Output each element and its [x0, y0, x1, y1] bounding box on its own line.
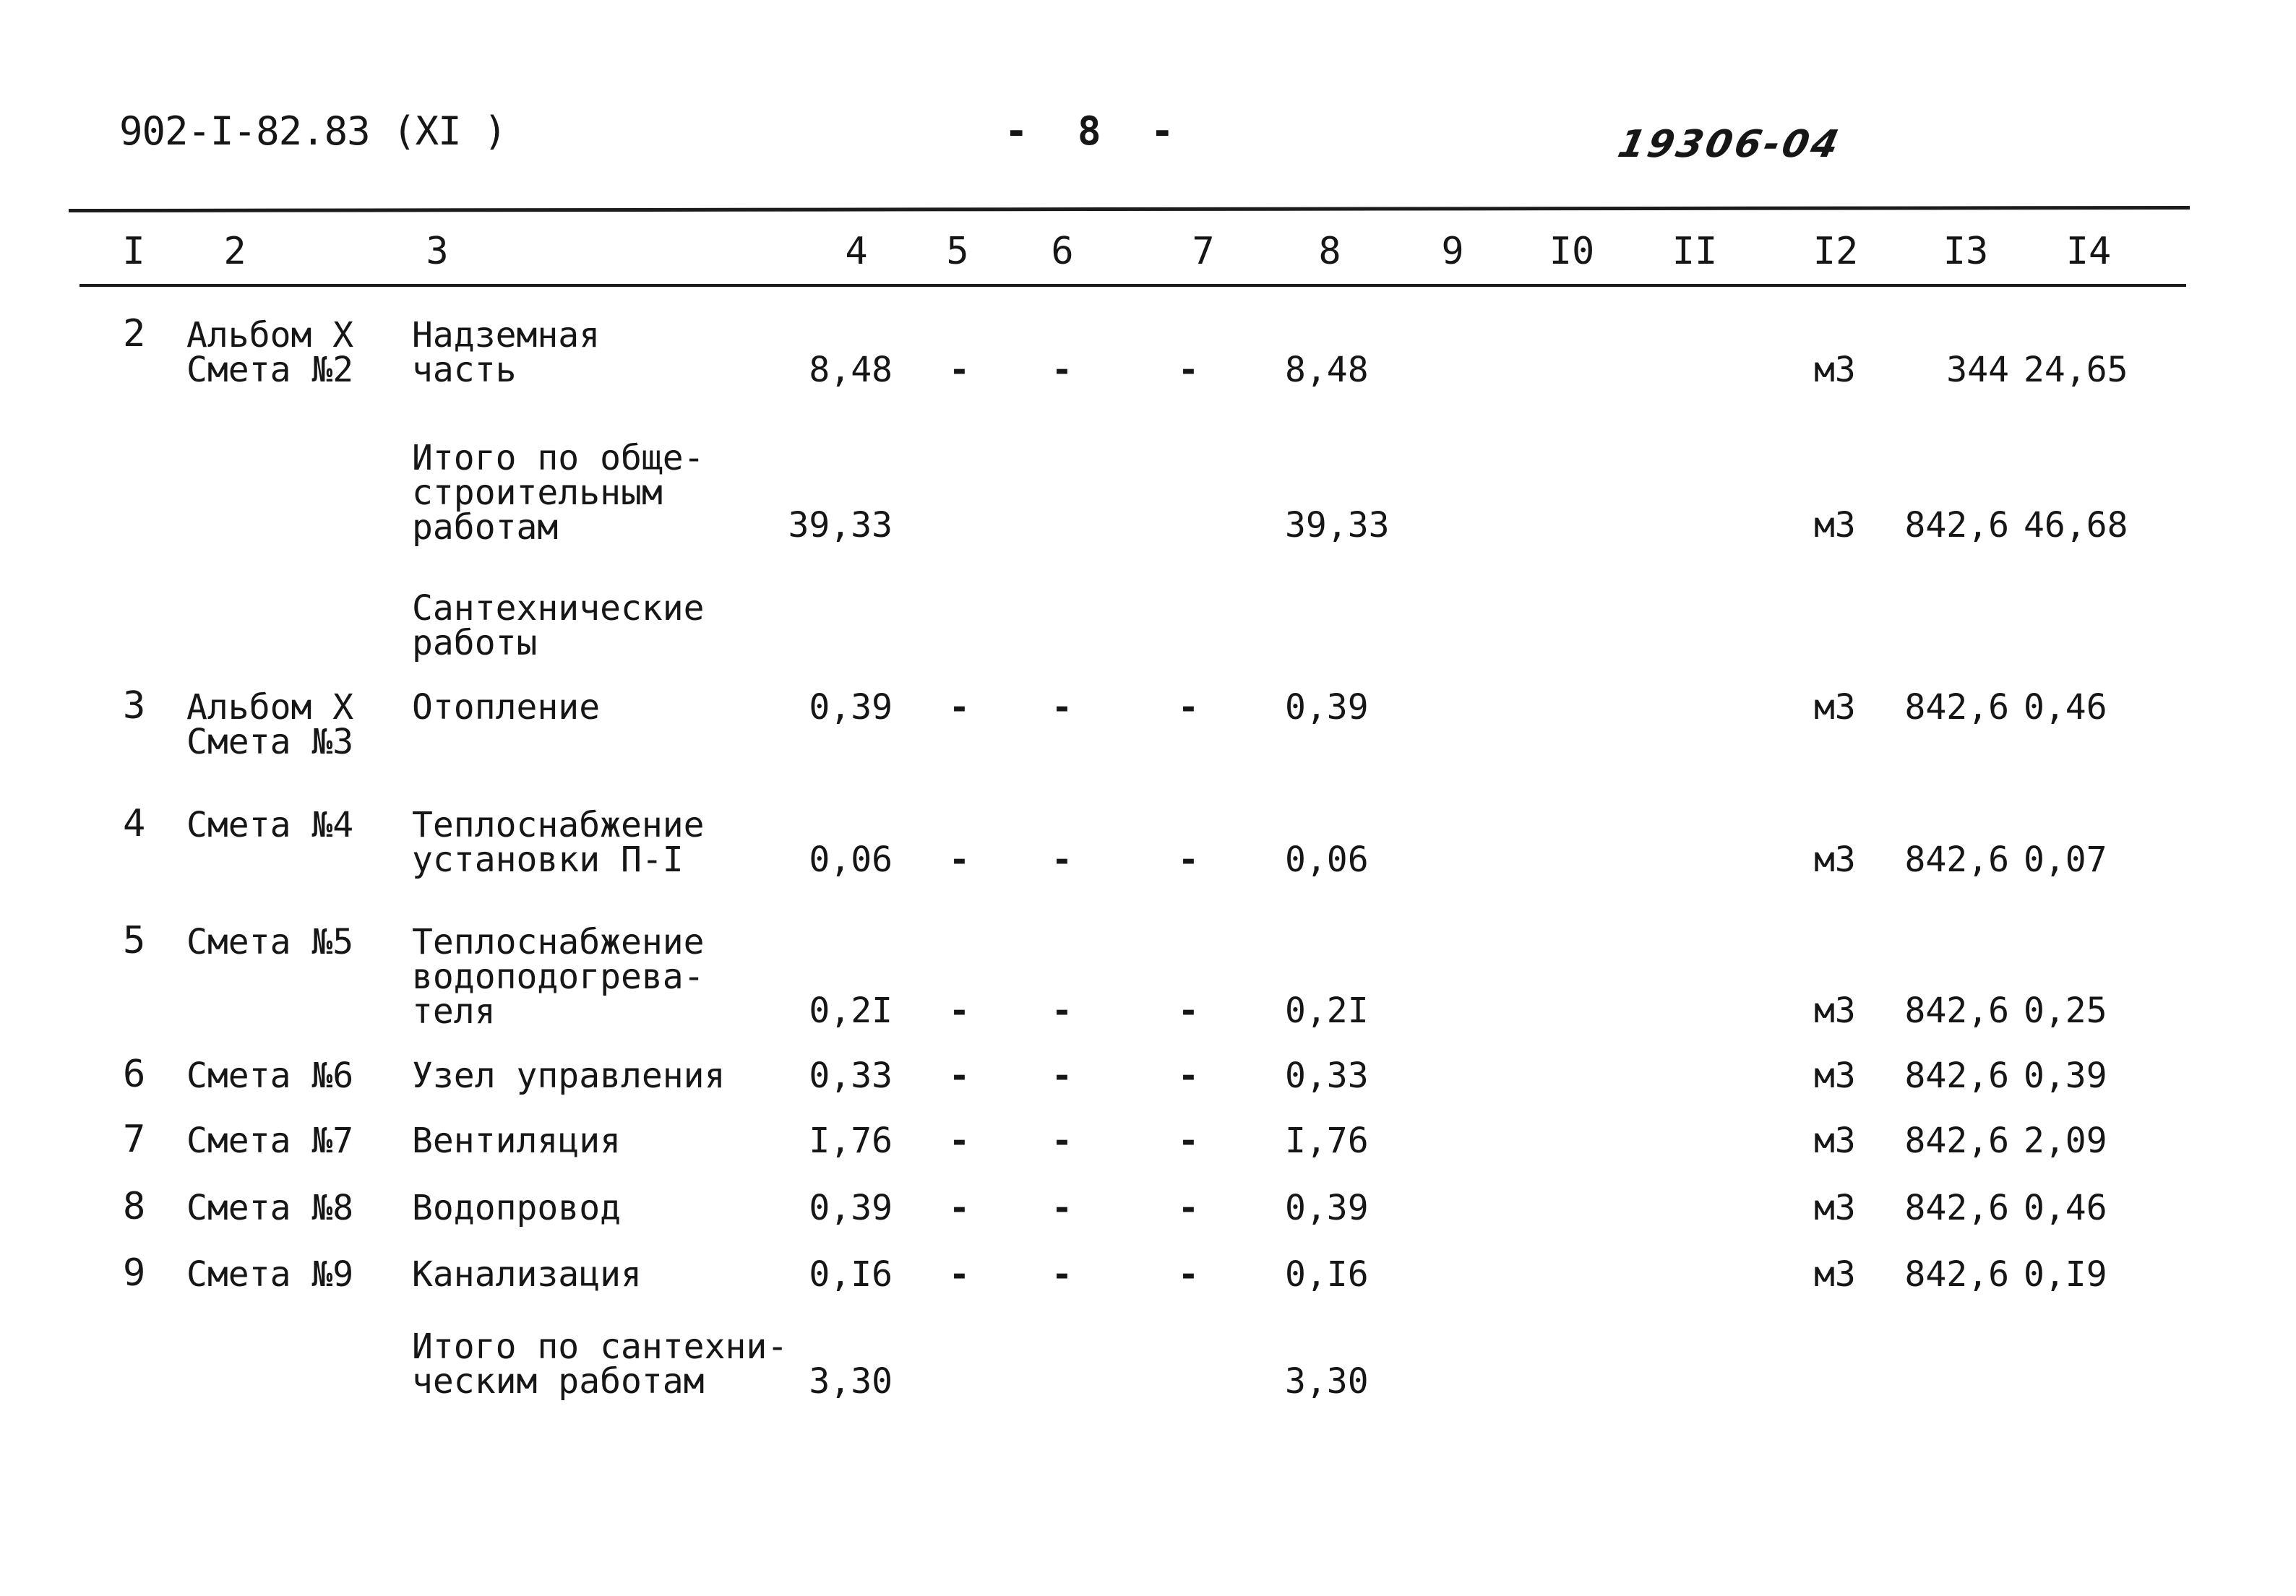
work-name: Итого по сантехни- ческим работам: [412, 1327, 788, 1402]
row-number: 2: [123, 312, 146, 355]
table-top-rule: [69, 206, 2190, 212]
total-cost: 0,I6: [809, 1254, 893, 1295]
unit: м3: [1814, 840, 1856, 880]
table-header-rule: [79, 284, 2186, 287]
estimate-reference: Альбом X Смета №3: [186, 687, 354, 762]
row-number: 8: [123, 1185, 146, 1228]
row-number: 5: [123, 919, 146, 962]
estimate-reference: Смета №7: [186, 1121, 354, 1161]
installation-cost: -: [1052, 1188, 1072, 1228]
work-name: Водопровод: [412, 1188, 621, 1228]
work-name: Узел управления: [412, 1056, 726, 1096]
equipment-cost: -: [1178, 1188, 1199, 1228]
total-cost: 0,2I: [809, 991, 893, 1031]
page-number: - 8 -: [1005, 108, 1187, 154]
total-cost: 0,06: [809, 840, 893, 880]
quantity: 842,6: [1904, 1056, 2009, 1096]
row-number: 7: [123, 1118, 146, 1161]
equipment-cost: -: [1178, 991, 1199, 1031]
installation-cost: -: [1052, 350, 1072, 390]
construction-cost: -: [949, 1056, 970, 1096]
total-cost: 3,30: [809, 1361, 893, 1402]
installation-cost: -: [1052, 1121, 1072, 1161]
estimate-reference: Смета №9: [186, 1254, 354, 1295]
work-name: Теплоснабжение водоподогрева- теля: [412, 922, 705, 1032]
equipment-cost: -: [1178, 1254, 1199, 1295]
installation-cost: -: [1052, 1056, 1072, 1096]
column-number: I4: [2065, 230, 2112, 273]
column-number: 3: [426, 230, 449, 273]
installation-cost: -: [1052, 991, 1072, 1031]
total-cost: 8,48: [809, 350, 893, 390]
row-number: 6: [123, 1053, 146, 1096]
quantity: 842,6: [1904, 840, 2009, 880]
column-number: 9: [1441, 230, 1464, 273]
unit: м3: [1814, 1254, 1856, 1295]
unit: м3: [1814, 1056, 1856, 1096]
cost-value: 0,39: [1285, 1188, 1369, 1228]
quantity: 842,6: [1904, 505, 2009, 545]
work-name: Сантехнические работы: [412, 588, 705, 663]
work-name: Надземная часть: [412, 315, 601, 390]
document-code: 902-I-82.83 (XI ): [119, 108, 507, 154]
equipment-cost: -: [1178, 1056, 1199, 1096]
unit-cost: 2,09: [2024, 1121, 2107, 1161]
estimate-reference: Смета №8: [186, 1188, 354, 1228]
cost-value: 8,48: [1285, 350, 1369, 390]
quantity: 842,6: [1904, 1188, 2009, 1228]
unit: м3: [1814, 1121, 1856, 1161]
estimate-reference: Смета №5: [186, 922, 354, 962]
work-name: Итого по обще- строительным работам: [412, 438, 705, 548]
total-cost: 39,33: [788, 505, 893, 545]
equipment-cost: -: [1178, 350, 1199, 390]
cost-value: 0,33: [1285, 1056, 1369, 1096]
row-number: 4: [123, 802, 146, 845]
cost-value: 0,I6: [1285, 1254, 1369, 1295]
column-number: I2: [1813, 230, 1859, 273]
estimate-reference: Альбом X Смета №2: [186, 315, 354, 390]
unit-cost: 24,65: [2024, 350, 2128, 390]
total-cost: 0,39: [809, 687, 893, 728]
unit-cost: 0,46: [2024, 687, 2107, 728]
estimate-reference: Смета №4: [186, 805, 354, 845]
unit: м3: [1814, 505, 1856, 545]
total-cost: I,76: [809, 1121, 893, 1161]
work-name: Канализация: [412, 1254, 642, 1295]
column-number: I3: [1943, 230, 1989, 273]
unit-cost: 0,25: [2024, 991, 2107, 1031]
construction-cost: -: [949, 1254, 970, 1295]
unit-cost: 0,I9: [2024, 1254, 2107, 1295]
unit-cost: 0,07: [2024, 840, 2107, 880]
column-number: 6: [1051, 230, 1074, 273]
cost-value: 0,06: [1285, 840, 1369, 880]
quantity: 842,6: [1904, 1121, 2009, 1161]
installation-cost: -: [1052, 840, 1072, 880]
construction-cost: -: [949, 350, 970, 390]
equipment-cost: -: [1178, 1121, 1199, 1161]
row-number: 3: [123, 684, 146, 728]
column-number: 8: [1318, 230, 1341, 273]
cost-value: 0,39: [1285, 687, 1369, 728]
column-number: 7: [1192, 230, 1215, 273]
column-number: I0: [1549, 230, 1595, 273]
work-name: Вентиляция: [412, 1121, 621, 1161]
unit: м3: [1814, 1188, 1856, 1228]
unit-cost: 46,68: [2024, 505, 2128, 545]
column-number: 5: [946, 230, 969, 273]
installation-cost: -: [1052, 687, 1072, 728]
cost-value: 0,2I: [1285, 991, 1369, 1031]
construction-cost: -: [949, 687, 970, 728]
construction-cost: -: [949, 991, 970, 1031]
column-number: 4: [845, 230, 868, 273]
quantity: 842,6: [1904, 687, 2009, 728]
quantity: 842,6: [1904, 991, 2009, 1031]
registration-number: 19306-04: [1614, 123, 1846, 166]
installation-cost: -: [1052, 1254, 1072, 1295]
total-cost: 0,33: [809, 1056, 893, 1096]
total-cost: 0,39: [809, 1188, 893, 1228]
work-name: Теплоснабжение установки П-I: [412, 805, 705, 880]
cost-value: I,76: [1285, 1121, 1369, 1161]
unit-cost: 0,46: [2024, 1188, 2107, 1228]
construction-cost: -: [949, 840, 970, 880]
unit: м3: [1814, 687, 1856, 728]
construction-cost: -: [949, 1188, 970, 1228]
equipment-cost: -: [1178, 840, 1199, 880]
cost-value: 3,30: [1285, 1361, 1369, 1402]
unit: м3: [1814, 350, 1856, 390]
equipment-cost: -: [1178, 687, 1199, 728]
quantity: 842,6: [1904, 1254, 2009, 1295]
column-number: II: [1672, 230, 1718, 273]
estimate-reference: Смета №6: [186, 1056, 354, 1096]
unit: м3: [1814, 991, 1856, 1031]
column-number: I: [122, 230, 145, 273]
quantity: 344: [1946, 350, 2009, 390]
row-number: 9: [123, 1251, 146, 1295]
column-number: 2: [223, 230, 246, 273]
construction-cost: -: [949, 1121, 970, 1161]
unit-cost: 0,39: [2024, 1056, 2107, 1096]
work-name: Отопление: [412, 687, 601, 728]
cost-value: 39,33: [1285, 505, 1390, 545]
